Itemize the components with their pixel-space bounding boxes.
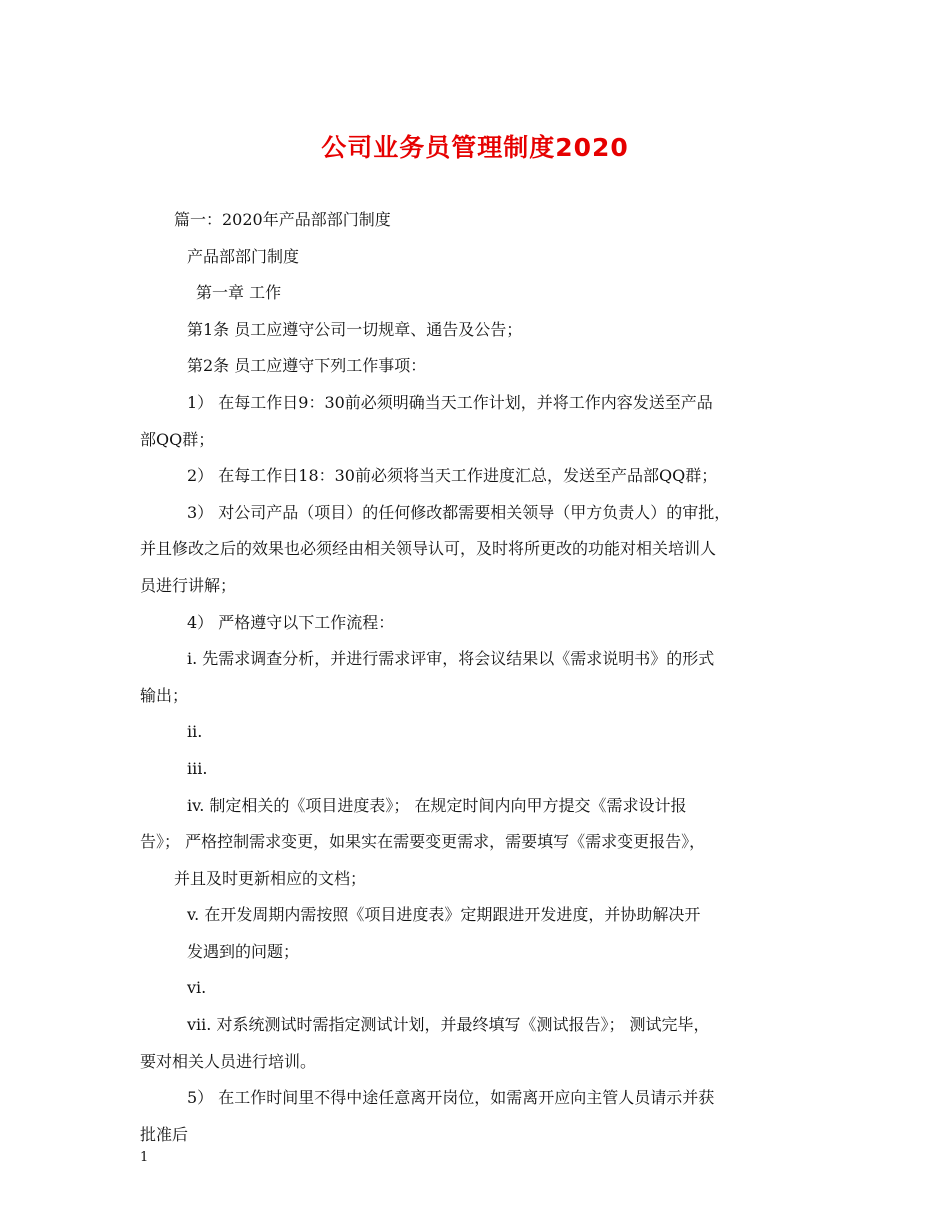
- paragraph-line: 输出；: [140, 685, 189, 705]
- paragraph-line: 第2条 员工应遵守下列工作事项：: [187, 356, 427, 376]
- paragraph-line: iv. 制定相关的《项目进度表》； 在规定时间内向甲方提交《需求设计报: [187, 795, 687, 815]
- document-title: 公司业务员管理制度2020: [321, 133, 629, 162]
- paragraph-line: 4） 严格遵守以下工作流程：: [187, 612, 395, 632]
- paragraph-line: 篇一：2020年产品部部门制度: [174, 210, 391, 229]
- paragraph-line: 员进行讲解；: [140, 575, 237, 595]
- paragraph-line: 第一章 工作: [196, 283, 282, 303]
- paragraph-line: vi.: [187, 978, 207, 998]
- paragraph-line: 1） 在每工作日9：30前必须明确当天工作计划，并将工作内容发送至产品: [187, 392, 713, 412]
- paragraph-line: 2） 在每工作日18：30前必须将当天工作进度汇总，发送至产品部QQ群；: [187, 466, 718, 486]
- paragraph-line: 5） 在工作时间里不得中途任意离开岗位，如需离开应向主管人员请示并获: [187, 1088, 715, 1108]
- paragraph-line: vii. 对系统测试时需指定测试计划，并最终填写《测试报告》； 测试完毕，: [187, 1015, 710, 1035]
- paragraph-line: ii.: [187, 722, 203, 742]
- paragraph-line: 要对相关人员进行培训。: [140, 1051, 317, 1071]
- paragraph-line: 告》； 严格控制需求变更，如果实在需要变更需求，需要填写《需求变更报告》，: [140, 832, 706, 852]
- paragraph-line: 批准后: [140, 1124, 189, 1144]
- paragraph-line: 产品部部门制度: [187, 246, 300, 266]
- paragraph-line: 并且修改之后的效果也必须经由相关领导认可，及时将所更改的功能对相关培训人: [140, 539, 717, 559]
- paragraph-line: 部QQ群；: [140, 429, 215, 449]
- paragraph-line: 3） 对公司产品（项目）的任何修改都需要相关领导（甲方负责人）的审批，: [187, 502, 731, 522]
- page-number: 1: [140, 1150, 149, 1165]
- paragraph-line: 发遇到的问题；: [187, 941, 300, 961]
- paragraph-line: iii.: [187, 758, 208, 778]
- paragraph-line: 第1条 员工应遵守公司一切规章、通告及公告；: [187, 319, 523, 339]
- paragraph-line: 并且及时更新相应的文档；: [174, 868, 367, 888]
- document-body: [140, 202, 830, 1153]
- paragraph-line: i. 先需求调查分析，并进行需求评审，将会议结果以《需求说明书》的形式: [187, 649, 715, 669]
- paragraph-line: v. 在开发周期内需按照《项目进度表》定期跟进开发进度，并协助解决开: [187, 905, 701, 925]
